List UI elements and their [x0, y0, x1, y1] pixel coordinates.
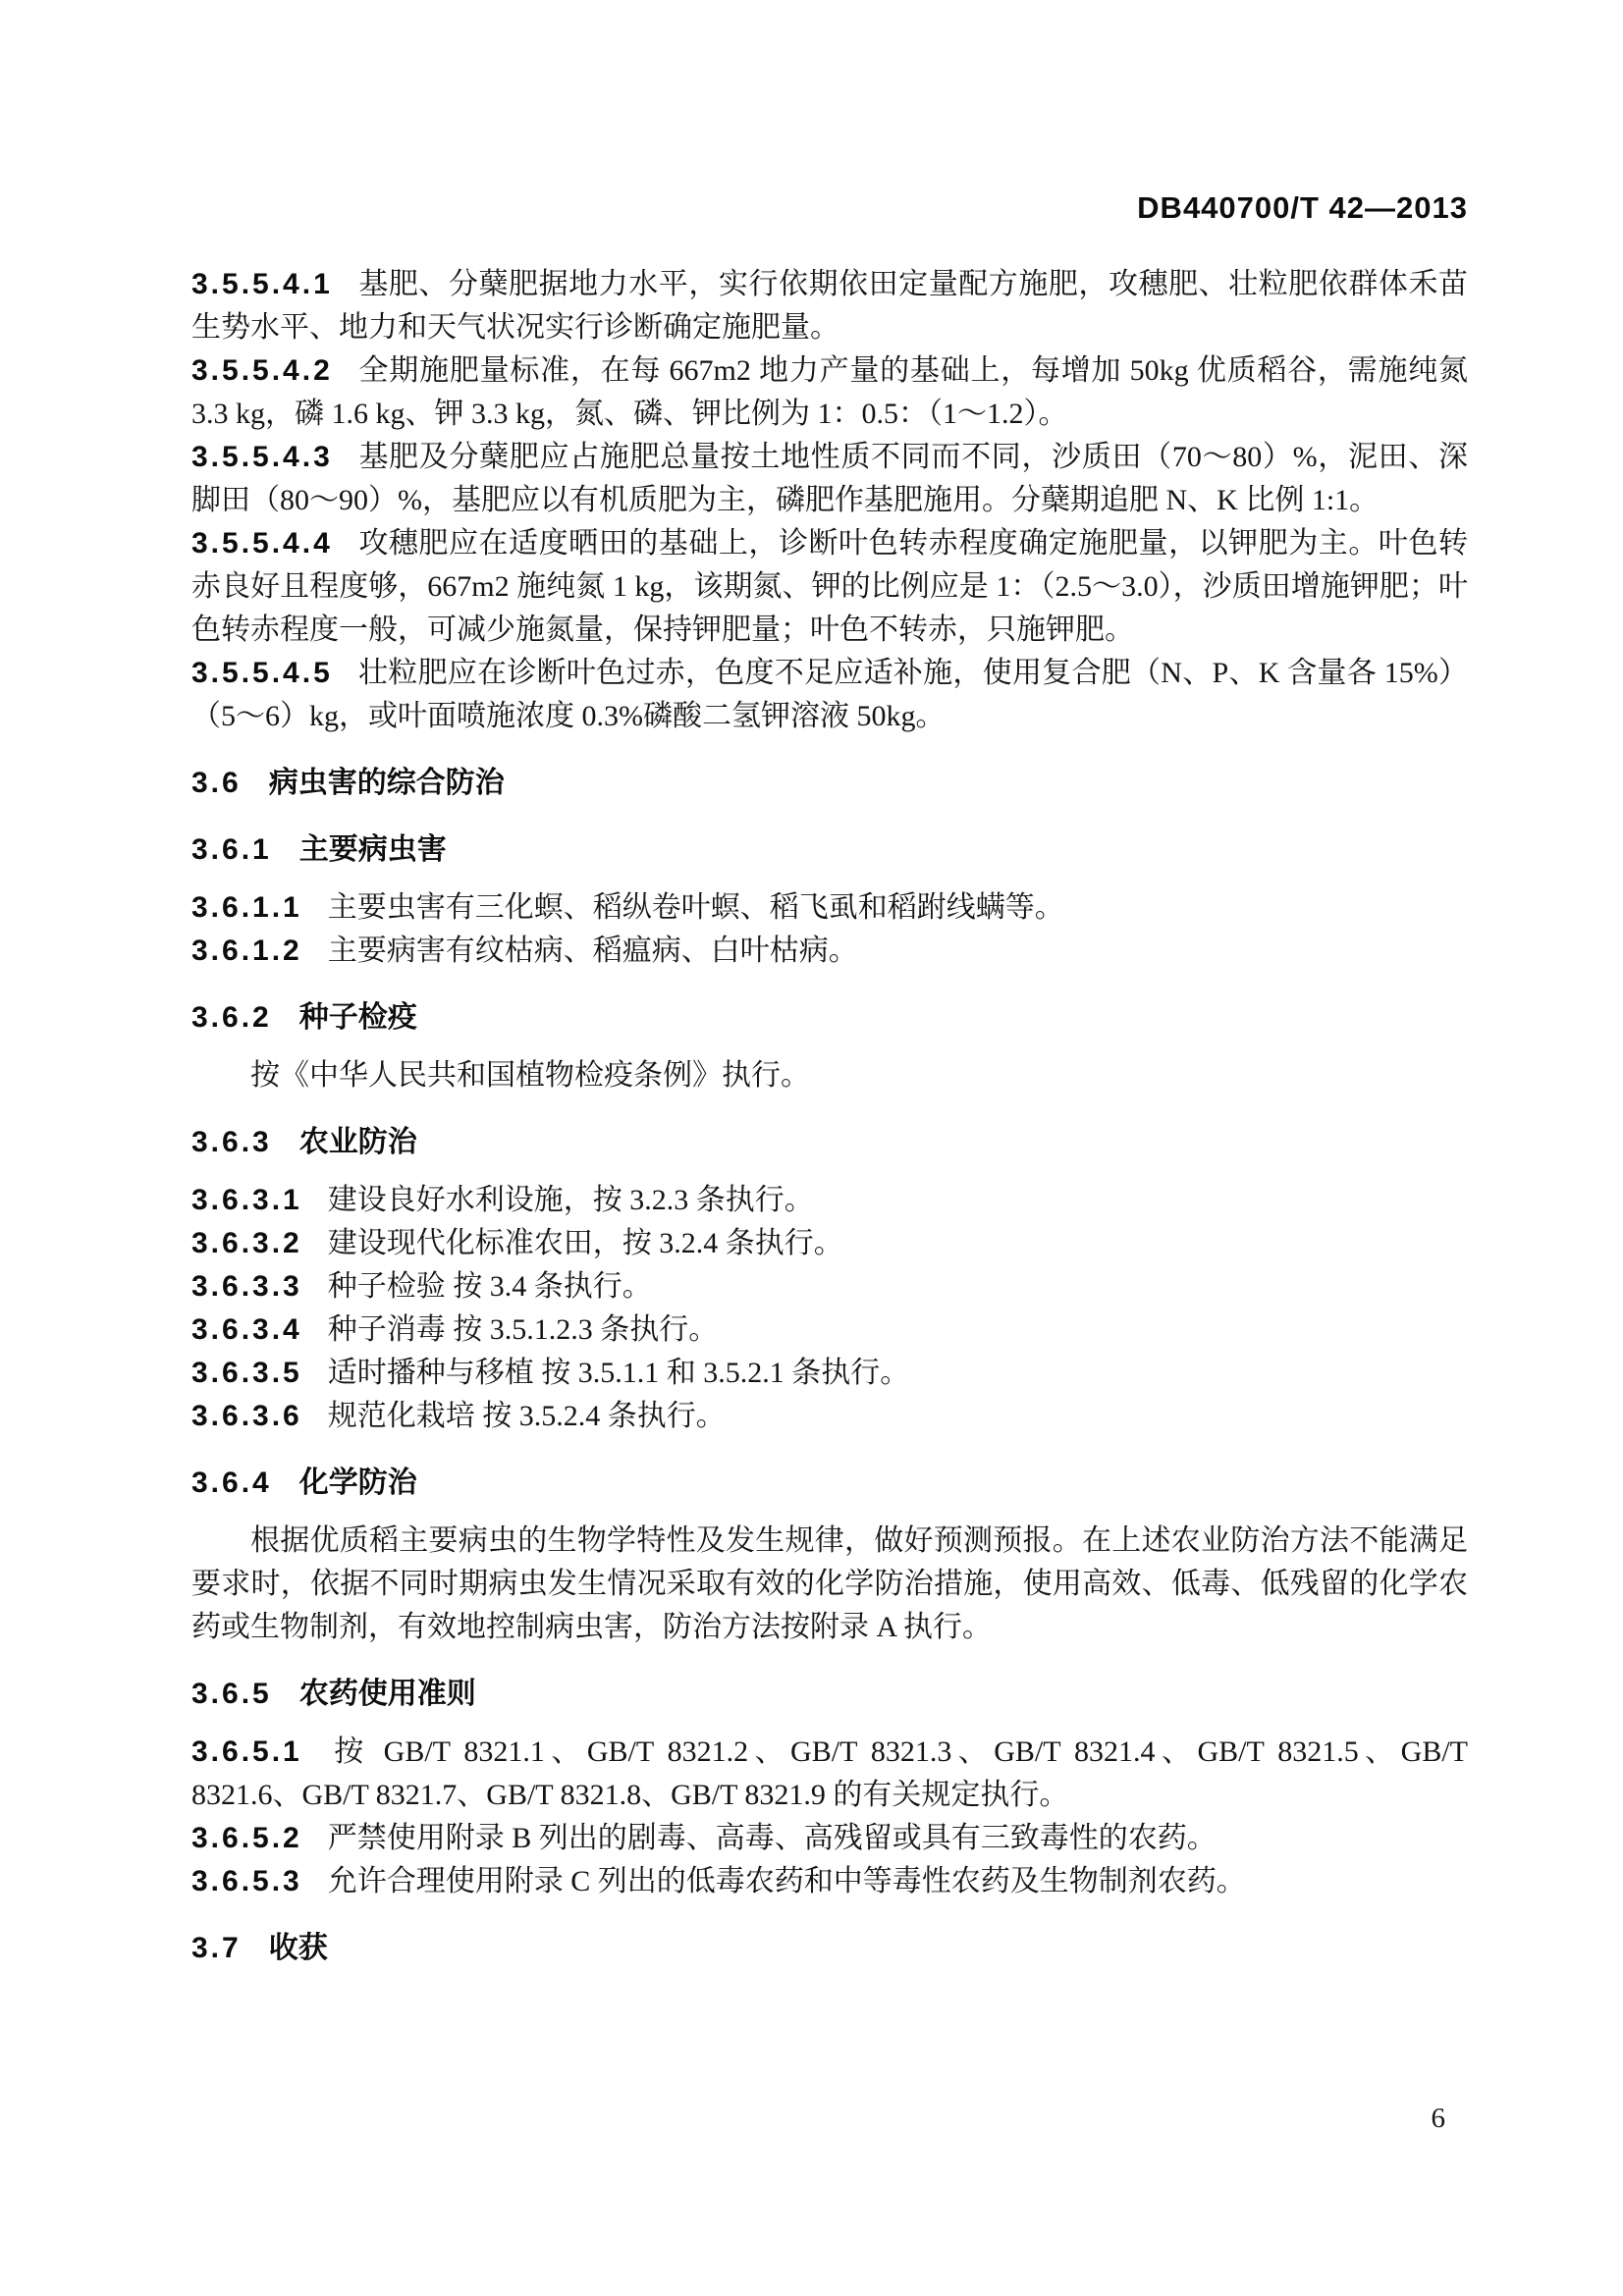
clause-number: 3.6.3.3 — [191, 1270, 302, 1303]
clause-number: 3.6.1.1 — [191, 891, 302, 924]
heading-number: 3.6 — [191, 767, 242, 799]
heading-3-7 — [191, 1927, 1468, 1970]
heading-number: 3.6.3 — [191, 1126, 272, 1158]
body-paragraph-seed-quarantine: 按《中华人民共和国植物检疫条例》执行。 — [250, 1059, 810, 1092]
body-paragraph-chemical-control: 根据优质稻主要病虫的生物学特性及发生规律，做好预测预报。在上述农业防治方法不能满足要求时，依据不同时期病虫发生情况采取有效的化学防治措施，使用高效、低毒、低残留的化学农药或生物制剂，有效地控制病虫害，防治方法按附录 A 执行。 — [191, 1524, 1468, 1643]
heading-3-6 — [191, 762, 1468, 805]
clause-number: 3.6.3.6 — [191, 1400, 302, 1432]
heading-number: 3.6.1 — [191, 833, 272, 866]
clause-3-6-3-5 — [191, 1352, 1468, 1395]
clause-text: 种子检验 按 3.4 条执行。 — [327, 1270, 652, 1303]
clause-3-6-3-1 — [191, 1179, 1468, 1222]
clause-3-5-5-4-1 — [191, 263, 1468, 349]
clause-number: 3.5.5.4.2 — [191, 354, 333, 387]
heading-number: 3.6.4 — [191, 1467, 272, 1499]
document-body — [191, 263, 1468, 1985]
clause-number: 3.5.5.4.3 — [191, 441, 333, 473]
heading-3-6-5 — [191, 1673, 1468, 1716]
clause-number: 3.6.1.2 — [191, 934, 302, 967]
clause-3-6-3-6 — [191, 1395, 1468, 1438]
clause-3-6-3-3 — [191, 1265, 1468, 1308]
clause-text: 种子消毒 按 3.5.1.2.3 条执行。 — [327, 1313, 719, 1346]
clause-text: 基肥、分蘖肥据地力水平，实行依期依田定量配方施肥，攻穗肥、壮粒肥依群体禾苗生势水平、地力和天气状况实行诊断确定施肥量。 — [191, 268, 1468, 344]
heading-text: 收获 — [268, 1932, 328, 1964]
heading-number: 3.7 — [191, 1932, 242, 1964]
heading-text: 主要病虫害 — [298, 833, 447, 866]
clause-text: 按 GB/T 8321.1、GB/T 8321.2、GB/T 8321.3、GB/T 8321.4、GB/T 8321.5、GB/T 8321.6、GB/T 8321.7、GB/T 8321.8、GB/T 8321.9 的有关规定执行。 — [191, 1735, 1468, 1811]
heading-3-6-1 — [191, 828, 1468, 872]
clause-3-6-5-2 — [191, 1817, 1468, 1860]
clause-number: 3.5.5.4.1 — [191, 268, 333, 300]
clause-3-5-5-4-2 — [191, 349, 1468, 436]
page-number: 6 — [1431, 2103, 1445, 2134]
clause-3-6-3-4 — [191, 1308, 1468, 1352]
clause-text: 攻穗肥应在适度晒田的基础上，诊断叶色转赤程度确定施肥量，以钾肥为主。叶色转赤良好且程度够，667m2 施纯氮 1 kg，该期氮、钾的比例应是 1：（2.5～3.0），沙质田增施钾肥；叶色转赤程度一般，可减少施氮量，保持钾肥量；叶色不转赤，只施钾肥。 — [191, 527, 1468, 646]
clause-text: 严禁使用附录 B 列出的剧毒、高毒、高残留或具有三致毒性的农药。 — [327, 1822, 1217, 1854]
clause-text: 全期施肥量标准，在每 667m2 地力产量的基础上，每增加 50kg 优质稻谷，需施纯氮 3.3 kg，磷 1.6 kg、钾 3.3 kg，氮、磷、钾比例为 1：0.5：（1～1.2）。 — [191, 354, 1468, 430]
clause-number: 3.5.5.4.4 — [191, 527, 333, 560]
clause-number: 3.6.3.4 — [191, 1313, 302, 1346]
clause-number: 3.6.3.1 — [191, 1184, 302, 1216]
heading-text: 农药使用准则 — [298, 1678, 476, 1710]
clause-number: 3.5.5.4.5 — [191, 657, 333, 689]
clause-3-5-5-4-5 — [191, 652, 1468, 738]
clause-number: 3.6.3.2 — [191, 1227, 302, 1259]
heading-3-6-2 — [191, 996, 1468, 1040]
clause-3-6-5-1 — [191, 1731, 1468, 1817]
clause-number: 3.6.5.3 — [191, 1865, 302, 1897]
clause-number: 3.6.5.1 — [191, 1735, 302, 1768]
clause-3-5-5-4-3 — [191, 436, 1468, 522]
clause-3-5-5-4-4 — [191, 522, 1468, 652]
clause-number: 3.6.3.5 — [191, 1357, 302, 1389]
heading-text: 化学防治 — [298, 1467, 417, 1499]
heading-3-6-3 — [191, 1121, 1468, 1164]
clause-text: 基肥及分蘖肥应占施肥总量按土地性质不同而不同，沙质田（70～80）%，泥田、深脚田（80～90）%，基肥应以有机质肥为主，磷肥作基肥施用。分蘖期追肥 N、K 比例 1:1。 — [191, 441, 1468, 516]
clause-3-6-1-2 — [191, 930, 1468, 973]
heading-3-6-4 — [191, 1462, 1468, 1505]
clause-text: 规范化栽培 按 3.5.2.4 条执行。 — [327, 1400, 726, 1432]
clause-text: 建设现代化标准农田，按 3.2.4 条执行。 — [327, 1227, 843, 1259]
clause-text: 适时播种与移植 按 3.5.1.1 和 3.5.2.1 条执行。 — [327, 1357, 910, 1389]
clause-3-6-5-3 — [191, 1860, 1468, 1903]
clause-text: 壮粒肥应在诊断叶色过赤，色度不足应适补施，使用复合肥（N、P、K 含量各 15%）（5～6）kg，或叶面喷施浓度 0.3%磷酸二氢钾溶液 50kg。 — [191, 657, 1468, 732]
heading-number: 3.6.2 — [191, 1001, 272, 1034]
clause-text: 主要虫害有三化螟、稻纵卷叶螟、稻飞虱和稻跗线螨等。 — [327, 891, 1064, 924]
heading-text: 农业防治 — [298, 1126, 417, 1158]
clause-text: 建设良好水利设施，按 3.2.3 条执行。 — [327, 1184, 814, 1216]
clause-3-6-1-1 — [191, 886, 1468, 930]
heading-text: 病虫害的综合防治 — [268, 767, 505, 799]
clause-number: 3.6.5.2 — [191, 1822, 302, 1854]
standard-number-header: DB440700/T 42—2013 — [1137, 190, 1468, 225]
heading-text: 种子检疫 — [298, 1001, 417, 1034]
clause-text: 允许合理使用附录 C 列出的低毒农药和中等毒性农药及生物制剂农药。 — [327, 1865, 1246, 1897]
heading-number: 3.6.5 — [191, 1678, 272, 1710]
clause-text: 主要病害有纹枯病、稻瘟病、白叶枯病。 — [327, 934, 858, 967]
clause-3-6-3-2 — [191, 1222, 1468, 1265]
